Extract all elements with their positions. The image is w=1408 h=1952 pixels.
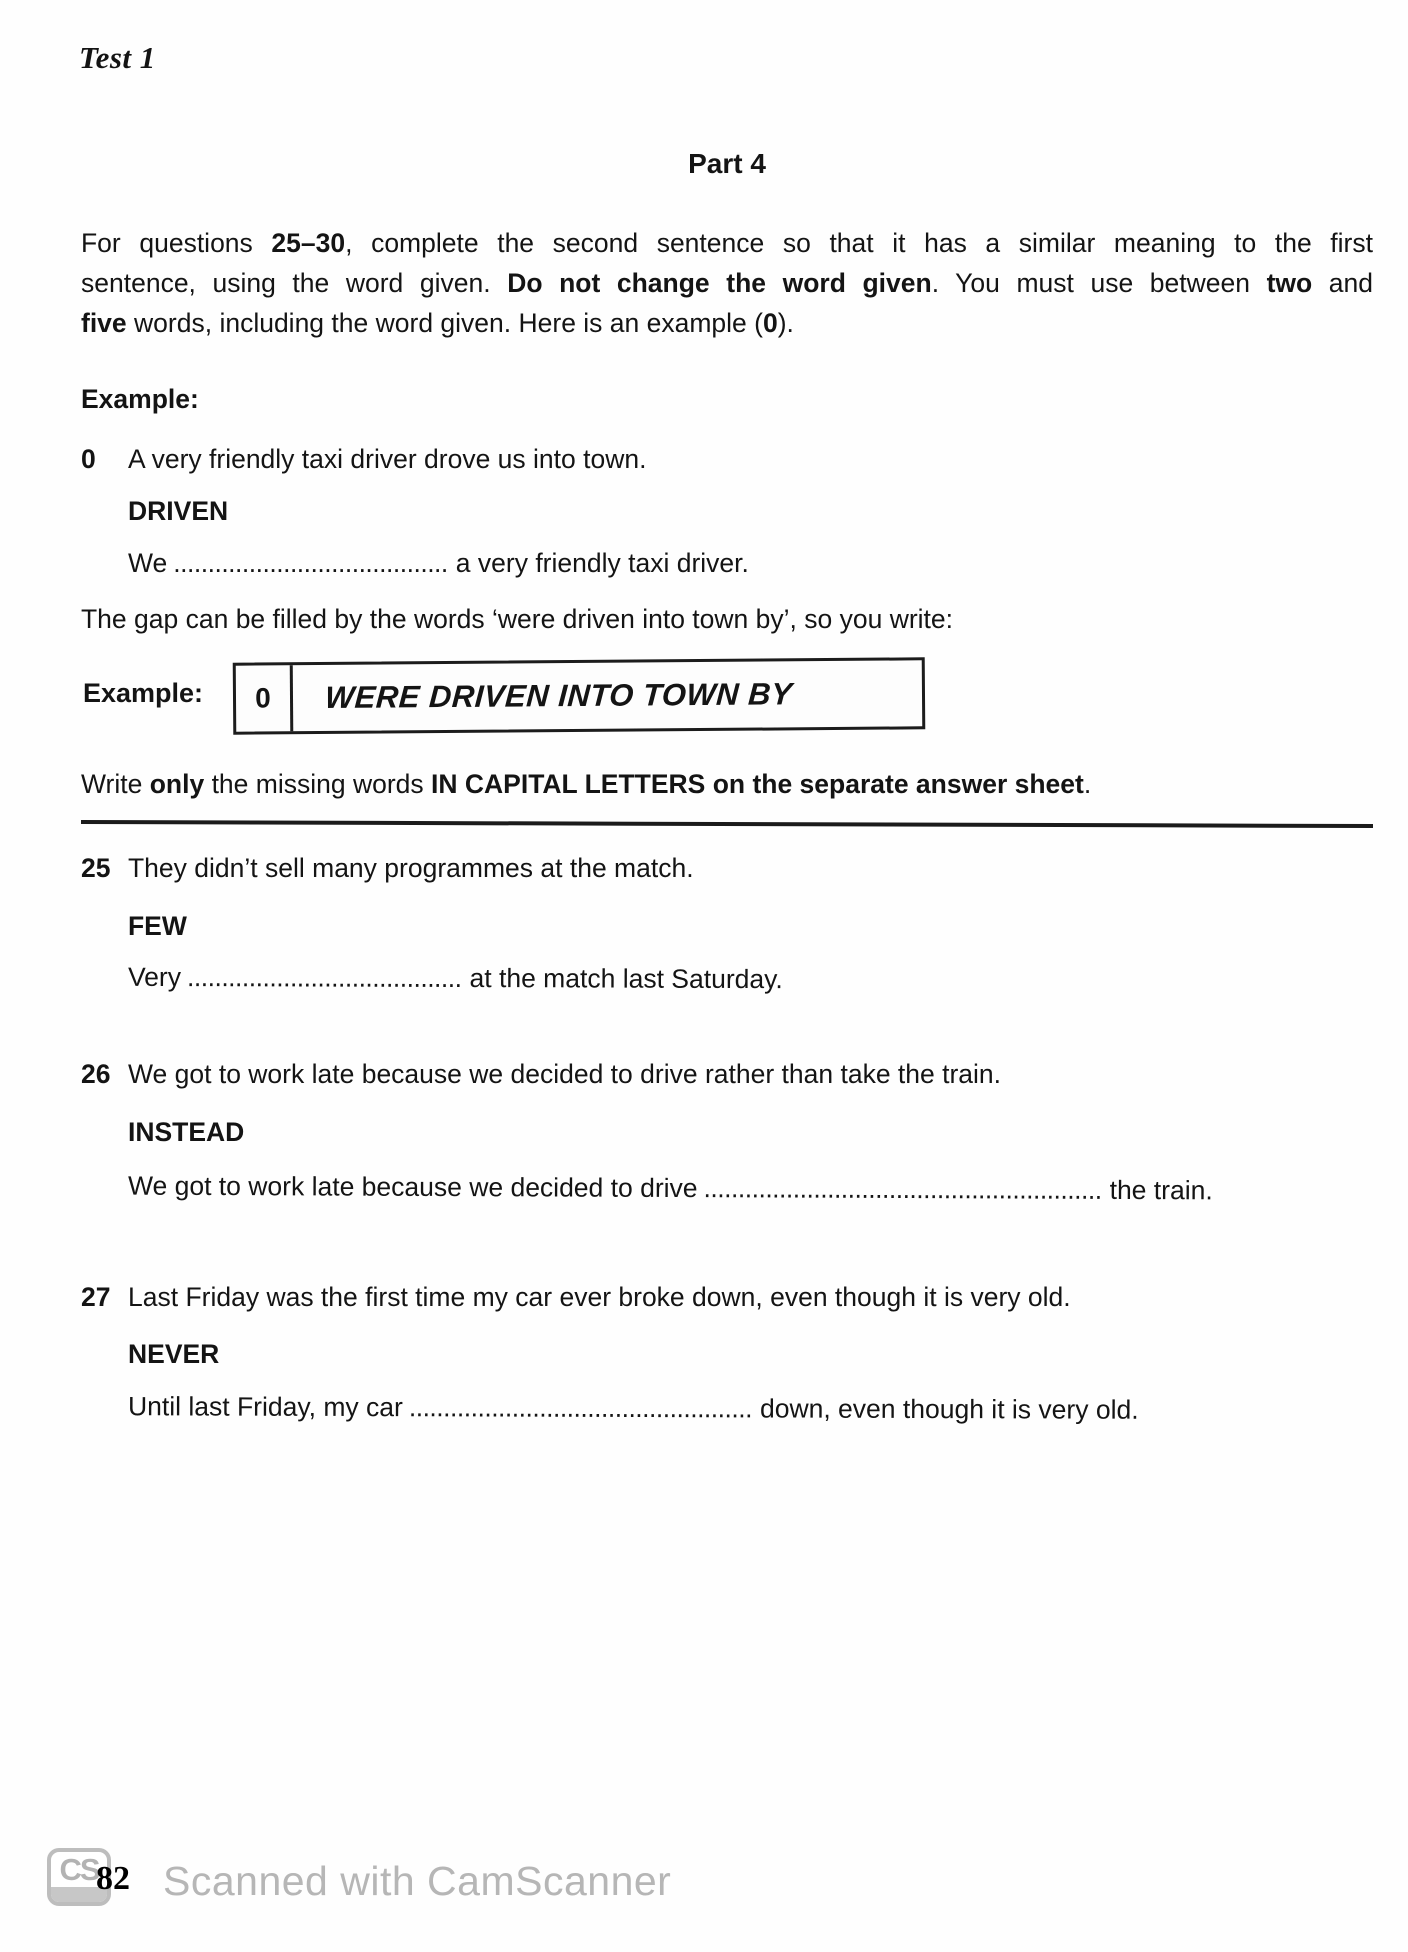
- question-27-row: [81, 1281, 1381, 1313]
- example-answer-box: [233, 657, 926, 734]
- question-25-row: [81, 852, 1381, 884]
- question-26-gap-line: [128, 1170, 1213, 1207]
- question-27-keyword: NEVER: [128, 1339, 220, 1369]
- question-26-row: [81, 1058, 1381, 1090]
- question-27-number: 27: [81, 1282, 111, 1312]
- question-25-gap-suffix: at the match last Saturday.: [469, 963, 783, 995]
- question-27-gap-prefix: Until last Friday, my car: [127, 1391, 403, 1423]
- example-gap-suffix: a very friendly taxi driver.: [455, 548, 749, 578]
- gap-explanation: The gap can be filled by the words ‘were driven into town by’, so you write:: [81, 604, 954, 634]
- instructions-paragraph: [81, 226, 1373, 346]
- question-26-gap-prefix: We got to work late because we decided to drive: [127, 1170, 698, 1204]
- example-sentence: A very friendly taxi driver drove us into town.: [128, 444, 647, 474]
- section-divider-rule: [81, 820, 1373, 828]
- book-title: Test 1: [79, 40, 156, 75]
- question-27-sentence: Last Friday was the first time my car ever broke down, even though it is very old.: [128, 1282, 1071, 1312]
- answer-gap-dots: ........................................: [186, 962, 462, 994]
- question-25-number: 25: [81, 853, 111, 883]
- question-25-gap-line: [128, 961, 783, 995]
- example-box-answer: WERE DRIVEN INTO TOWN BY: [323, 676, 794, 716]
- answer-gap-dots: ..........................................................: [703, 1173, 1102, 1205]
- question-26-sentence: We got to work late because we decided to drive rather than take the train.: [128, 1059, 1002, 1089]
- camscanner-icon-letters: CS: [59, 1852, 99, 1887]
- page-number: 82: [96, 1860, 130, 1897]
- question-26-keyword: INSTEAD: [128, 1117, 245, 1147]
- example-sentence-row: [81, 443, 1381, 475]
- camscanner-watermark-text: Scanned with CamScanner: [163, 1858, 672, 1904]
- example-number: 0: [81, 444, 96, 474]
- example-gap-prefix: We: [128, 548, 168, 578]
- answer-gap-dots: ..................................................: [408, 1392, 753, 1424]
- example-box-number-cell: 0: [236, 665, 294, 731]
- example-keyword: DRIVEN: [128, 496, 229, 526]
- instructions-line-1: For questions 25–30, complete the second sentence so that it has a similar meaning to the first: [81, 228, 1373, 258]
- example-label: Example:: [81, 384, 199, 414]
- question-27-gap-suffix: down, even though it is very old.: [759, 1393, 1139, 1425]
- capital-letters-instruction: Write only the missing words IN CAPITAL LETTERS on the separate answer sheet.: [81, 769, 1092, 799]
- instructions-line-2: sentence, using the word given. Do not change the word given. You must use between two and: [81, 268, 1373, 298]
- question-26-number: 26: [81, 1059, 111, 1089]
- answer-gap-dots: ........................................: [173, 548, 448, 578]
- question-26-gap-suffix: the train.: [1109, 1174, 1213, 1206]
- question-25-sentence: They didn’t sell many programmes at the match.: [128, 853, 694, 883]
- part-heading: Part 4: [688, 148, 766, 179]
- example-gap-line: [128, 547, 749, 579]
- instructions-line-3: five words, including the word given. Here is an example (0).: [81, 308, 794, 338]
- question-25-gap-prefix: Very: [127, 961, 182, 993]
- example-box-label: Example:: [83, 678, 204, 708]
- question-25-keyword: FEW: [128, 911, 187, 941]
- question-27-gap-line: [128, 1390, 1139, 1426]
